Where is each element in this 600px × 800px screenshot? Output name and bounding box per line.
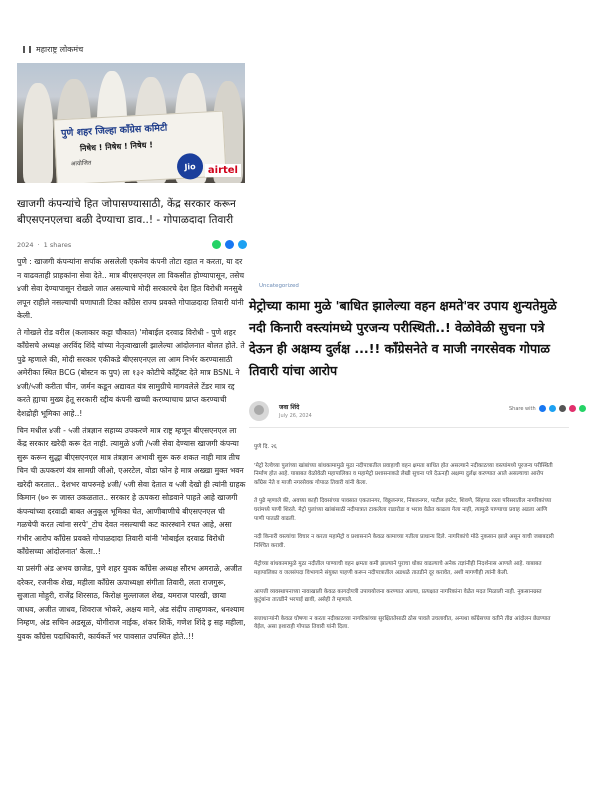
body-paragraph: चिन मधील ४जी - ५जी तंत्रज्ञान सहाय्य उपकरणे मात्र राष्ट्र म्हणून बीएसएनएल ला केंद्र सरकार खरेदी करू देत नाही. त्यामुळे ४जी /५जी सेवा देण्यास खाजगी कंपन्या सुरू करून सुद्धा बीएसएनएल मात्र तंत्रज्ञान अभावी सुरू करु शकत नाही मात्र तीच चिन ची ऊपकरणं यंत्र सामग्री जीओ, एअरटेल, वोडा फोन हे मात्र अख्खा मुक्त भवन खरेदी करतात.. देशभर वापरुनहे ४जी/ ५जी सेवा देतात व ५जी देखो ही त्यांनी ग्राहक किमान (७० रू जास्त उकळतात.. सरकार हे ऊपकरा सोडवाने पाहते आहे खाजगी कंपन्यांच्या दरवाढी बाबत अनुकूल भूमिका घेत, आणीबाणीचे बीएसएनएल ची गळचेपी करत त्यांना सरपे'_टोच देवत नसल्याची कट कारस्थाने रचत आहे, असा गंभीर आरोप काँग्रेस प्रवक्ते गोपाळदादा तिवारी यांनी 'मोबाईल दरवाढ विरोधी काँग्रेसच्या आंदोलनात' केला..! — [17, 425, 246, 557]
instagram-icon[interactable] — [569, 405, 576, 412]
jio-logo: Jio — [176, 153, 203, 180]
body-paragraph: पुणे : खाजगी कंपन्यांना सर्पाक असलेली एकमेव कंपनी तोटा रहात न करता, या दर न वाढवताही प्राहकांना सेवा देते.. मात्र बीएसएनएल ला विकसीत होण्यापासून, तसेच ४जी सेवा देण्यापासून रोखले जात असल्याचे मोदी सरकारचे देश हित विरोधी मनसुबे लपून राहीले नसल्याची घणाघाती टिका काँग्रेस राज्य प्रवक्ते गोपाळदादा तिवारी यांनी केली. — [17, 257, 245, 321]
meta-year: 2024 — [17, 240, 34, 249]
body-paragraph: या प्रसंगी अंड अभय छाजेड, पुणे शहर युवक काँग्रेस अध्यक्ष सौरभ अमराळे, अजीत दरेकर, रजनीक शेख, महीला काँग्रेस ऊपाध्यक्षा संगीता तिवारी, लता राजगुरू, सुजाता मोहुरी, राजेंद्र शिरसाठ, किरोक्ष मुल्लाजल शेख, यमराज पारखी, छाया जाधव, अजीत जाधव, शिवराज भोकरे, अक्षय माने, अंड संदीप ताम्हणकर, धनश्याम निम्हण, अंड सचिन अडसूळ, योगीराज नाईक, शंकर शिर्के, गणेश शिंदे इ सह महीला, युवक काँग्रेस पदाधिकारी, कार्यकर्ते भर पावसात उपस्थित होते..!! — [17, 564, 246, 641]
author-row — [249, 401, 569, 429]
left-article — [17, 44, 247, 646]
article-photo — [17, 63, 245, 183]
share-buttons — [539, 405, 586, 412]
banner-title: पुणे शहर जिल्हा काँग्रेस कमिटी — [60, 122, 168, 140]
avatar — [249, 401, 269, 421]
share-label: Share with — [509, 406, 536, 412]
person-figure — [23, 83, 53, 183]
author-name[interactable]: जवा शिंदे — [279, 404, 300, 411]
protest-banner — [53, 111, 226, 183]
body-paragraph: नदी किनारी वस्त्यांचा विचार न करता महामेट्रो व प्रशासनाने केवळ कामाच्या गतीला प्राधान्य दिले. नागरिकांचे मोठे नुकसान झाले असून याची जबाबदारी निश्चित करावी. — [254, 534, 554, 549]
article-title: मेट्रोच्या कामा मुळे 'बाधित झालेल्या वहन क्षमते'वर उपाय शुन्यतेमुळे नदी किनारी वस्त्यांमध्ये पुरजन्य परीस्थिती..! वेळोवेळी सुचना पत्रे देऊन ही अक्षम्य दुर्लक्ष ...!! काँग्रेसनेते व माजी नगरसेवक गोपाळ तिवारी यांचा आरोप — [249, 298, 557, 378]
right-article — [249, 283, 569, 642]
body-paragraph: 'मेट्रो रेल्वेच्या पुलांच्या खांबांच्या बांधकामामुळे मुठा नदीपात्रातील प्रवाहाची वहन क्षमता बाधित होत असल्याने नदीकाठच्या वस्त्यांमध्ये पूरजन्य परीस्थिती निर्माण होत आहे. याबाबत वेळोवेळी महापालिका व महामेट्रो प्रशासनाकडे लेखी सुचना पत्रे देऊनही अक्षम्य दुर्लक्ष करण्यात आले असल्याचा आरोप काँग्रेस नेते व माजी नगरसेवक गोपाळ तिवारी यांनी केला. — [254, 462, 553, 486]
brand[interactable] — [23, 44, 247, 55]
email-icon[interactable] — [559, 405, 566, 412]
twitter-icon[interactable] — [549, 405, 556, 412]
brand-logo-icon — [23, 46, 31, 53]
body-paragraph: ते गोखले रोड वरील (कलाकार कट्टा चौकात) 'मोबाईल दरवाढ विरोधी - पुणे शहर काँग्रेसचे अध्यक्ष अरविंद शिंदे यांच्या नेतृत्वाखाली झालेल्या आंदोलनात बोलत होते. ते पुढे म्हणाले की, मोदी सरकार एकीकडे बीएसएनएल ला आम निर्भर करण्यासाठी अमेरीका स्थित BCG (बोस्टन क पुप) ला १३२ कोटीचे कॉंट्रॅक्ट देते मात्र BSNL ने ४जी/५जी करीता चीन, जर्मन कडून अद्यावत यंत्र सामुग्रीचे मागवलेले टेंडर मात्र रद्द करते ह्याचा मुख्य हेतू सरकारी रद्दीय कंपनी खच्ची करण्याचाच प्राप्त करण्याची देशद्रोही भूमिका आहे..! — [17, 327, 245, 419]
whatsapp-icon[interactable] — [212, 240, 221, 249]
body-paragraph: पुणे दि. २६ — [254, 444, 277, 450]
body-paragraph: ते पुढे म्हणाले की, अवघ्या काही दिवसांच्या पावसात एकतानगर, विठ्ठलनगर, निंबजनगर, पाटील इस्टेट, शिवणे, सिंहगड रस्ता परिसरातील नागरिकांच्या घरांमध्ये पाणी शिरले. मेट्रो पुलांच्या खांबांसाठी नदीपात्रात टाकलेला राडारोडा व भराव वेळेत काढला गेला नाही, त्यामुळे पाण्याचा प्रवाह अडला आणि पाणी पातळी वाढली. — [254, 498, 552, 522]
meta-separator: · — [37, 240, 40, 249]
airtel-logo: airtel — [205, 164, 241, 177]
category-tag[interactable]: Uncategorized — [259, 283, 299, 289]
facebook-icon[interactable] — [225, 240, 234, 249]
banner-subtitle: आयोजित — [70, 159, 92, 168]
twitter-icon[interactable] — [238, 240, 247, 249]
divider — [249, 427, 569, 428]
body-paragraph: सत्ताधाऱ्यांनी केवळ घोषणा न करता नदीकाठच्या नागरिकांच्या सुरक्षिततेसाठी ठोस पावले उचलावीत, अन्यथा काँग्रेसच्या वतीने तीव्र आंदोलन छेडण्यात येईल, असा इशाराही गोपाळ तिवारी यांनी दिला. — [254, 615, 551, 631]
article-body — [254, 443, 554, 632]
article-headline[interactable]: खाजगी कंपन्यांचे हित जोपासण्यासाठी, केंद्र सरकार करून बीएसएनएलचा बळी देण्याचा डाव..! - गोपाळदादा तिवारी — [17, 198, 236, 226]
facebook-icon[interactable] — [539, 405, 546, 412]
body-paragraph: मेट्रोच्या बांधकामामुळे मुठा नदीतील पाण्याची वहन क्षमता कमी झाल्याने पुराचा धोका वाढल्याचे अनेक तज्ञांनीही निदर्शनास आणले आहे. याबाबत महापालिका व जलसंपदा विभागाने संयुक्त पाहणी करून नदीपात्रातील अडथळे तातडीने दूर करावेत, अशी मागणीही त्यांनी केली. — [254, 561, 542, 576]
share-buttons — [212, 240, 247, 249]
body-paragraph: आपत्ती व्यवस्थापनाच्या नावाखाली केवळ कागदोपत्री उपाययोजना करण्यात आल्या, प्रत्यक्षात नागरिकांना वेळेत मदत मिळाली नाही. नुकसानग्रस्त कुटुंबांना तातडीने भरपाई द्यावी, असेही ते म्हणाले. — [254, 588, 542, 604]
banner-slogan: निषेध ! निषेध ! निषेध ! — [79, 140, 154, 154]
brand-name: महाराष्ट्र लोकमंच — [36, 45, 84, 54]
article-meta — [17, 240, 247, 249]
post-date: July 26, 2024 — [279, 413, 312, 419]
article-body — [17, 255, 247, 643]
meta-shares: 1 shares — [43, 240, 72, 249]
whatsapp-icon[interactable] — [579, 405, 586, 412]
